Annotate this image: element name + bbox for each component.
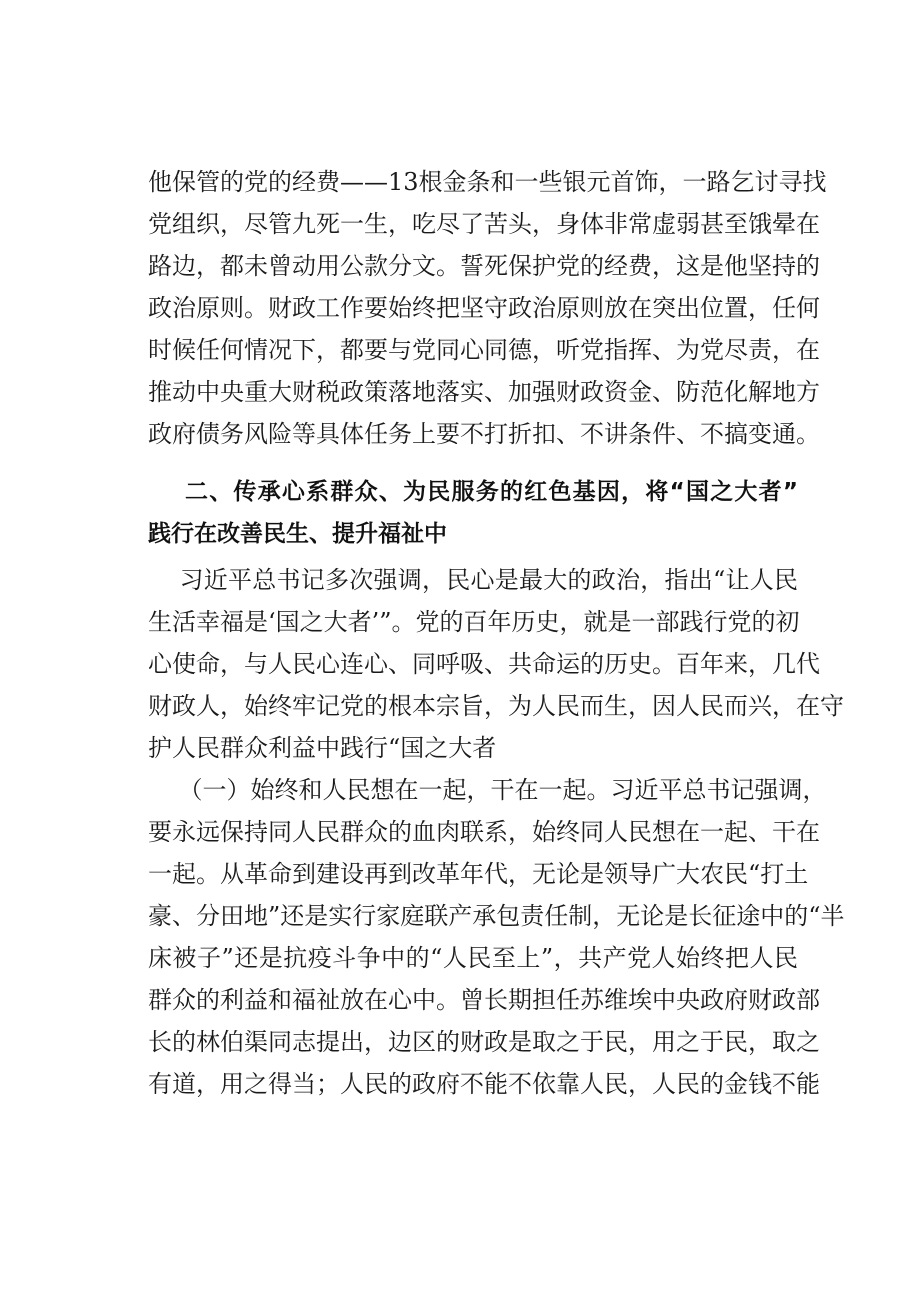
paragraph-line: 护人民群众利益中践行“国之大者 (148, 734, 497, 762)
paragraph-line: 群众的利益和福祉放在心中。曾长期担任苏维埃中央政府财政部 (148, 986, 820, 1014)
paragraph-line: （一）始终和人民想在一起，干在一起。习近平总书记强调， (148, 776, 827, 804)
paragraph-line: 一起。从革命到建设再到改革年代，无论是领导广大农民“打土 (148, 860, 809, 888)
paragraph-line: 党组织，尽管九死一生，吃尽了苦头，身体非常虚弱甚至饿晕在 (148, 210, 820, 238)
paragraph-line: 豪、分田地”还是实行家庭联产承包责任制，无论是长征途中的“半 (148, 902, 845, 930)
paragraph-line: 政治原则。财政工作要始终把坚守政治原则放在突出位置，任何 (148, 294, 820, 322)
paragraph-line: 政府债务风险等具体任务上要不打折扣、不讲条件、不搞变通。 (148, 420, 820, 448)
paragraph-line: 路边，都未曾动用公款分文。誓死保护党的经费，这是他坚持的 (148, 252, 820, 280)
paragraph-line: 财政人，始终牢记党的根本宗旨，为人民而生，因人民而兴，在守 (148, 692, 844, 720)
paragraph-line: 时候任何情况下，都要与党同心同德，听党指挥、为党尽责，在 (148, 336, 820, 364)
paragraph-line: 习近平总书记多次强调，民心是最大的政治，指出“让人民 (148, 566, 798, 594)
paragraph-line: 有道，用之得当；人民的政府不能不依靠人民，人民的金钱不能 (148, 1070, 820, 1098)
paragraph-line: 长的林伯渠同志提出，边区的财政是取之于民，用之于民，取之 (148, 1028, 820, 1056)
section-heading: 二、传承心系群众、为民服务的红色基因，将“国之大者” (148, 479, 798, 505)
paragraph-line: 要永远保持同人民群众的血肉联系，始终同人民想在一起、干在 (148, 818, 820, 846)
section-heading: 践行在改善民生、提升福祉中 (148, 521, 447, 547)
paragraph-line: 心使命，与人民心连心、同呼吸、共命运的历史。百年来，几代 (148, 650, 820, 678)
paragraph-line: 推动中央重大财税政策落地落实、加强财政资金、防范化解地方 (148, 378, 820, 406)
paragraph-line: 生活幸福是‘国之大者’”。党的百年历史，就是一部践行党的初 (148, 608, 800, 636)
paragraph-line: 床被子”还是抗疫斗争中的“人民至上”，共产党人始终把人民 (148, 944, 798, 972)
paragraph-line: 他保管的党的经费——13根金条和一些银元首饰，一路乞讨寻找 (148, 168, 827, 196)
